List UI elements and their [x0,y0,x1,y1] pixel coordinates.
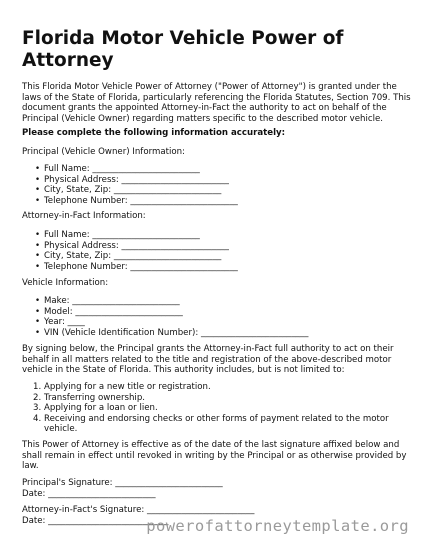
principal-city-state-zip: • City, State, Zip: _________________________ [22,185,238,196]
watermark-text: powerofattorneytemplate.org [146,517,409,535]
principal-date-line: Date: _________________________ [22,488,156,499]
attorney-fields [22,230,238,272]
principal-full-name: • Full Name: _________________________ [22,164,238,175]
effective-line-1: This Power of Attorney is effective as of the date of the last signature affixed below and [22,440,400,450]
power-item: vehicle. [44,424,78,435]
grant-line-2: behalf in all matters related to the title and registration of the above-described motor [22,354,392,365]
principal-telephone: • Telephone Number: _________________________ [22,196,238,207]
attorney-date-line: Date: ____________________________ [22,515,169,526]
intro-line-2: laws of the State of Florida, particularly referencing the Florida Statutes, Section 709. This [22,92,411,103]
attorney-full-name: • Full Name: _________________________ [22,230,238,241]
power-item: 3. Applying for a loan or lien. [33,403,158,414]
attorney-address: • Physical Address: _________________________ [22,241,238,252]
intro-line-3: document grants the appointed Attorney-in-Fact the authority to act on behalf of the [22,103,387,114]
principal-signature-line: Principal's Signature: _________________________ [22,478,223,488]
effective-line-2: shall remain in effect until revoked in writing by the Principal or as otherwise provided by [22,450,407,461]
grant-line-3: vehicle in the State of Florida. This authority includes, but is not limited to: [22,365,345,376]
grant-line-1: By signing below, the Principal grants the Attorney-in-Fact full authority to act on their [22,344,394,354]
principal-heading: Principal (Vehicle Owner) Information: [22,147,185,157]
vehicle-make: • Make: _________________________ [22,296,308,307]
vehicle-year: • Year: ____ [22,317,308,328]
power-item: 2. Transferring ownership. [33,392,146,403]
principal-fields [22,164,238,206]
document-title: Florida Motor Vehicle Power of Attorney [22,28,344,71]
intro-line-1: This Florida Motor Vehicle Power of Attorney ("Power of Attorney") is granted under the [22,82,397,92]
vehicle-fields [22,296,308,338]
attorney-heading: Attorney-in-Fact Information: [22,211,146,221]
intro-line-4: Principal (Vehicle Owner) regarding matters specific to the described motor vehicle. [22,113,383,124]
powers-list [22,382,389,435]
effective-line-3: law. [22,461,39,472]
power-item: 4. Receiving and endorsing checks or other forms of payment related to the motor [33,413,389,424]
instruction-heading: Please complete the following information accurately: [22,128,286,138]
power-item: 1. Applying for a new title or registration. [33,382,211,392]
attorney-signature-line: Attorney-in-Fact's Signature: _________________________ [22,505,255,515]
vehicle-vin: • VIN (Vehicle Identification Number): _________________________ [22,328,308,339]
attorney-city-state-zip: • City, State, Zip: _________________________ [22,251,238,262]
principal-address: • Physical Address: _________________________ [22,175,238,186]
attorney-telephone: • Telephone Number: _________________________ [22,262,238,273]
vehicle-model: • Model: _________________________ [22,307,308,318]
vehicle-heading: Vehicle Information: [22,278,109,288]
